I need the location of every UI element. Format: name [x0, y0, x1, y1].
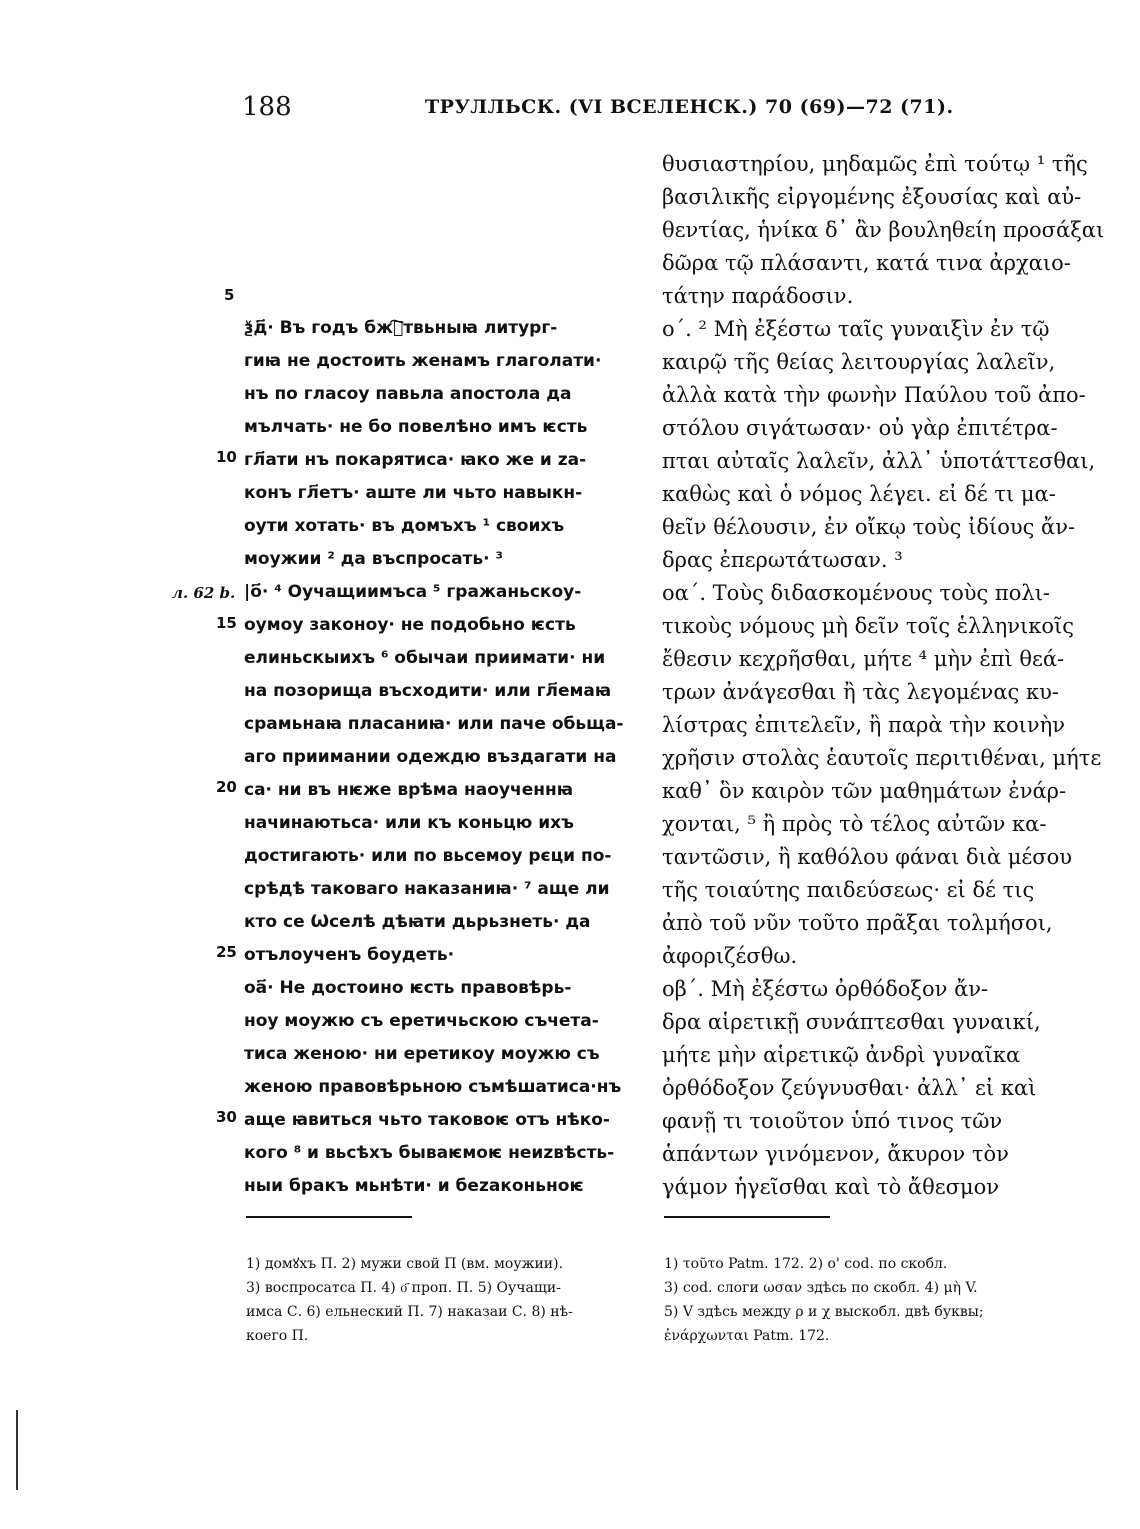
- text-line: μήτε μὴν αἱρετικῷ ἀνδρὶ γυναῖκα: [662, 1043, 1021, 1067]
- footnote-line: имса С. 6) ельнеский П. 7) наказаи С. 8) нѣ-: [246, 1304, 573, 1320]
- text-line: χονται, ⁵ ἢ πρὸς τὸ τέλος αὐτῶν κα-: [662, 812, 1047, 836]
- running-title: ТРУЛЛЬСК. (VI ВСЕЛЕНСК.) 70 (69)—72 (71).: [425, 96, 954, 118]
- text-line: аще ꙗвиться чьто таковоѥ отъ нѣко-: [244, 1110, 610, 1130]
- greek-column: [662, 148, 1105, 1204]
- text-line: καθ᾽ ὃν καιρὸν τῶν μαθημάτων ἐνάρ-: [662, 779, 1067, 803]
- text-line: достигають· или по вьсемоу рєци по-: [244, 846, 612, 866]
- text-line: ἁπάντων γινόμενον, ἄκυρον τὸν: [662, 1142, 1009, 1166]
- footnote-line: коего П.: [246, 1328, 309, 1344]
- text-line: нъ по гласоу павьла апостола да: [244, 384, 572, 404]
- line-number: 15: [216, 614, 237, 632]
- footnote-line: ἐνάρχωνται Patm. 172.: [664, 1328, 830, 1344]
- text-line: оумоу законоу· не подобьно ѥсть: [244, 615, 576, 635]
- line-number: 30: [216, 1108, 237, 1126]
- footnote-rule: [664, 1216, 830, 1218]
- text-line: στόλου σιγάτωσαν· οὐ γὰρ ἐπιτέτρα-: [662, 416, 1058, 440]
- text-line: конъ гл҃етъ· аште ли чьто навыкн-: [244, 483, 583, 503]
- text-line: καθὼς καὶ ὁ νόμος λέγει. εἰ δέ τι μα-: [662, 482, 1056, 506]
- text-line: оа҃· Не достоино ѥсть правовѣрь-: [244, 978, 572, 998]
- footnote-rule: [246, 1216, 412, 1218]
- text-line: ἀλλὰ κατὰ τὴν φωνὴν Παύλου τοῦ ἀπο-: [662, 383, 1086, 407]
- text-line: срамьнаꙗ пласаниꙗ· или паче обьща-: [244, 714, 624, 734]
- footnotes-greek: [664, 1252, 1054, 1348]
- text-line: ὀρθόδοξον ζεύγνυσθαι· ἀλλ᾽ εἰ καὶ: [662, 1076, 1037, 1100]
- text-line: оути хотать· въ домъхъ ¹ своихъ: [244, 516, 565, 536]
- text-line: ноу моужю съ еретичьскою съчета-: [244, 1011, 599, 1031]
- line-number: 25: [216, 943, 237, 961]
- line-number: 20: [216, 778, 237, 796]
- text-line: |о҃· ⁴ Оучащиимъса ⁵ гражаньскоу-: [244, 582, 582, 602]
- text-line: срѣдѣ таковаго наказаниꙗ· ⁷ аще ли: [244, 879, 610, 899]
- slavonic-column-top: [244, 312, 636, 1203]
- footnote-line: 1) τοῦτο Patm. 172. 2) ο' cod. по скобл.: [664, 1256, 948, 1272]
- text-line: на позорища въсходити· или гл҃емаꙗ: [244, 681, 612, 701]
- text-line: ο΄. ² Μὴ ἐξέστω ταῖς γυναιξὶν ἐν τῷ: [662, 317, 1050, 341]
- page-number: 188: [242, 92, 292, 122]
- footnote-line: 5) V здѣсь между ρ и χ выскобл. двѣ буквы;: [664, 1304, 984, 1320]
- text-line: τρων ἀνάγεσθαι ἢ τὰς λεγομένας κυ-: [662, 680, 1059, 704]
- text-line: ταντῶσιν, ἢ καθόλου φάναι διὰ μέσου: [662, 845, 1072, 869]
- scan-edge-line: [16, 1410, 18, 1490]
- text-line: λίστρας ἐπιτελεῖν, ἢ παρὰ τὴν κοινὴν: [662, 713, 1065, 737]
- text-line: τῆς τοιαύτης παιδεύσεως· εἰ δέ τις: [662, 878, 1035, 902]
- text-line: θεῖν θέλουσιν, ἐν οἴκῳ τοὺς ἰδίους ἄν-: [662, 515, 1076, 539]
- text-line: мълчать· не бо повелѣно имъ ѥсть: [244, 417, 588, 437]
- line-number: 10: [216, 448, 237, 466]
- text-line: гл҃ати нъ покарятиса· ꙗко же и za-: [244, 450, 587, 470]
- text-line: моужии ² да въспросать· ³: [244, 549, 503, 569]
- text-line: δῶρα τῷ πλάσαντι, κατά τινα ἀρχαιο-: [662, 251, 1071, 275]
- text-line: δρας ἐπερωτάτωσαν. ³: [662, 548, 903, 572]
- text-line: кто се Ѡселѣ дѣꙗти дьрьзнеть· да: [244, 912, 591, 932]
- text-line: са· ни въ нѥже врѣма наоученнꙗ: [244, 780, 574, 800]
- text-line: θυσιαστηρίου, μηδαμῶς ἐπὶ τούτῳ ¹ τῆς: [662, 152, 1088, 176]
- text-line: οα΄. Τοὺς διδασκομένους τοὺς πολι-: [662, 581, 1051, 605]
- text-line: φανῇ τι τοιοῦτον ὑπό τινος τῶν: [662, 1109, 1003, 1133]
- text-line: ѯд҃· Въ годъ бжⷭ҇твьныꙗ литург-: [244, 318, 558, 338]
- text-line: елиньскыихъ ⁶ обычаи приимати· ни: [244, 648, 606, 668]
- text-line: ἀφοριζέσθω.: [662, 944, 798, 968]
- text-line: ἔθεσιν κεχρῆσθαι, μήτε ⁴ μὴν ἐπὶ θεά-: [662, 647, 1065, 671]
- text-line: кого ⁸ и вьсѣхъ бываѥмоѥ неиzвѣсть-: [244, 1143, 615, 1163]
- text-line: ἀπὸ τοῦ νῦν τοῦτο πρᾶξαι τολμήσοι,: [662, 911, 1053, 935]
- text-line: καιρῷ τῆς θείας λειτουργίας λαλεῖν,: [662, 350, 1056, 374]
- footnotes-slavonic: [246, 1252, 642, 1348]
- folio-reference: л. 62 b.: [172, 584, 236, 602]
- text-line: δρα αἱρετικῇ συνάπτεσθαι γυναικί,: [662, 1010, 1041, 1034]
- text-line: γάμον ἡγεῖσθαι καὶ τὸ ἄθεσμον: [662, 1175, 1000, 1199]
- text-line: тиса женою· ни еретикоу моужю съ: [244, 1044, 600, 1064]
- text-line: τάτην παράδοσιν.: [662, 284, 854, 308]
- text-line: ныи бракъ мьнѣти· и беzаконьноѥ: [244, 1176, 584, 1196]
- text-line: χρῆσιν στολὰς ἑαυτοῖς περιτιθέναι, μήτε: [662, 746, 1102, 770]
- footnote-line: 3) cod. слоги ωσαν здѣсь по скобл. 4) μὴ V.: [664, 1280, 978, 1296]
- text-line: аго приимании одеждю въздагати на: [244, 747, 617, 767]
- text-line: отълоученъ боудеть·: [244, 945, 455, 965]
- text-line: женою правовѣрьною съмѣшатиса·нъ: [244, 1077, 622, 1097]
- line-number: 5: [224, 286, 235, 304]
- text-line: οβ΄. Μὴ ἐξέστω ὀρθόδοξον ἄν-: [662, 977, 989, 1001]
- text-line: πται αὐταῖς λαλεῖν, ἀλλ᾽ ὑποτάττεσθαι,: [662, 449, 1096, 473]
- text-line: τικοὺς νόμους μὴ δεῖν τοῖς ἑλληνικοῖς: [662, 614, 1074, 638]
- footnote-line: 1) домꙋхъ П. 2) мужи свой П (вм. моужии).: [246, 1256, 564, 1272]
- text-line: гиꙗ не достоить женамъ глаголати·: [244, 351, 602, 371]
- text-line: начинаютьса· или къ коньцю ихъ: [244, 813, 574, 833]
- text-line: θεντίας, ἡνίκα δ᾽ ἂν βουληθείη προσάξαι: [662, 218, 1105, 242]
- text-line: βασιλικῆς εἰργομένης ἐξουσίας καὶ αὐ-: [662, 185, 1082, 209]
- footnote-line: 3) воспросатса П. 4) о҃ проп. П. 5) Оучащи-: [246, 1280, 561, 1296]
